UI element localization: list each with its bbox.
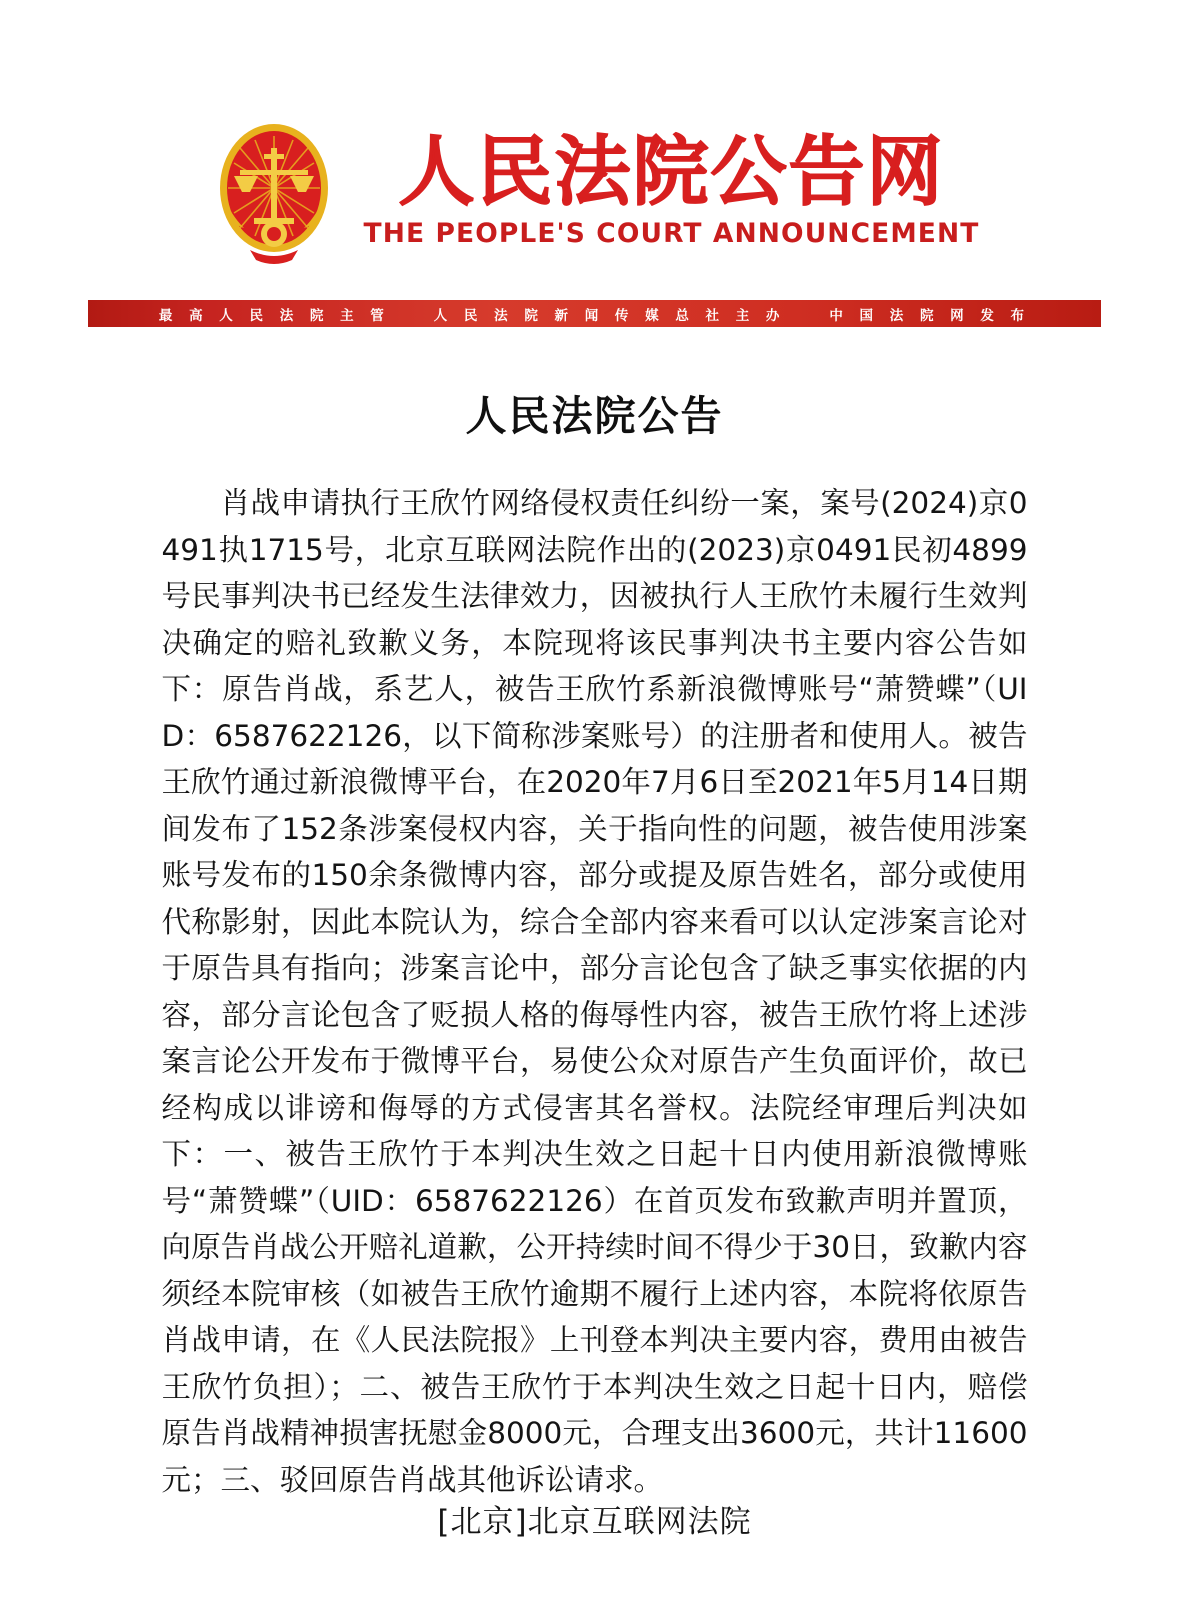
page-title: 人民法院公告: [465, 392, 724, 440]
banner-item-publisher: 中 国 法 院 网 发 布: [829, 307, 1031, 324]
site-subtitle: THE PEOPLE'S COURT ANNOUNCEMENT: [363, 218, 980, 250]
authority-banner: [88, 300, 1101, 327]
masthead-text: [363, 126, 980, 250]
banner-item-organizer: 人 民 法 院 新 闻 传 媒 总 社 主 办: [433, 307, 786, 324]
footer: [0, 1496, 1189, 1541]
banner-items: [159, 304, 1030, 324]
issuing-court: [北京]北京互联网法院: [437, 1504, 752, 1540]
announcement-text: 肖战申请执行王欣竹网络侵权责任纠纷一案，案号(2024)京0491执1715号，北京互联网法院作出的(2023)京0491民初4899号民事判决书已经发生法律效力，因被执行人王欣竹未履行生效判决确定的赔礼致歉义务，本院现将该民事判决书主要内容公告如下：原告肖战，系艺人，被告王欣竹系新浪微博账号“萧赞蝶”（UID：6587622126，以下简称涉案账号）的注册者和使用人。被告王欣竹通过新浪微博平台，在2020年7月6日至2021年5月14日期间发布了152条涉案侵权内容，关于指向性的问题，被告使用涉案账号发布的150余条微博内容，部分或提及原告姓名，部分或使用代称影射，因此本院认为，综合全部内容来看可以认定涉案言论对于原告具有指向；涉案言论中，部分言论包含了缺乏事实依据的内容，部分言论包含了贬损人格的侮辱性内容，被告王欣竹将上述涉案言论公开发布于微博平台，易使公众对原告产生负面评价，故已经构成以诽谤和侮辱的方式侵害其名誉权。法院经审理后判决如下：一、被告王欣竹于本判决生效之日起十日内使用新浪微博账号“萧赞蝶”（UID：6587622126）在首页发布致歉声明并置顶，向原告肖战公开赔礼道歉，公开持续时间不得少于30日，致歉内容须经本院审核（如被告王欣竹逾期不履行上述内容，本院将依原告肖战申请，在《人民法院报》上刊登本判决主要内容，费用由被告王欣竹负担）；二、被告王欣竹于本判决生效之日起十日内，赔偿原告肖战精神损害抚慰金8000元，合理支出3600元，共计11600元；三、驳回原告肖战其他诉讼请求。: [161, 486, 1028, 1497]
masthead: [0, 0, 1189, 264]
announcement-body: [162, 480, 1028, 1503]
site-title: 人民法院公告网: [398, 126, 945, 216]
banner-item-supervisor: 最 高 人 民 法 院 主 管: [158, 307, 390, 324]
banner-wrap: [0, 300, 1189, 327]
masthead-inner: [210, 118, 980, 264]
court-emblem-icon: [210, 118, 338, 264]
